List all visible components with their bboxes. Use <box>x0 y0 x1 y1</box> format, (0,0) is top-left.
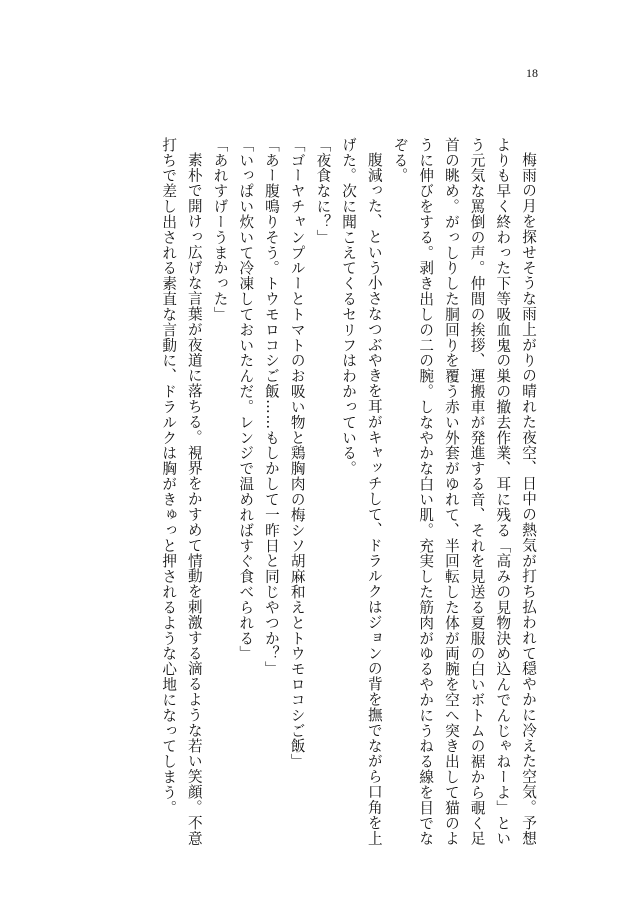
text-line: 首の眺め。がっしりした胴回りを覆う赤い外套がゆれて、半回転した体が両腕を空へ突き出して猫のよ <box>442 137 460 847</box>
text-line: 「あれすげーうまかった」 <box>211 137 229 323</box>
text-line: 素朴で開けっ広げな言葉が夜道に落ちる。視界をかすめて情動を刺激する滴るような若い笑顔。不意 <box>185 151 203 846</box>
body-text <box>155 137 541 847</box>
text-line: う元気な罵倒の声。仲間の挨拶、運搬車が発進する音、それを見送る夏服の白いボトムの裾から覗く足 <box>468 137 486 847</box>
text-line: よりも早く終わった下等吸血鬼の巣の撤去作業、耳に残る「高みの見物決め込んでんじゃねーよ」とい <box>494 137 512 847</box>
text-line: げた。次に聞こえてくるセリフはわかっている。 <box>340 137 358 477</box>
text-line: 「夜食なに？」 <box>314 137 332 245</box>
text-line: ぞる。 <box>391 137 409 184</box>
text-line: 腹減った、という小さなつぶやきを耳がキャッチして、ドラルクはジョンの背を撫でながら口角を上 <box>365 151 383 846</box>
text-line: 打ちで差し出される素直な言動に、ドラルクは胸がきゅっと押されるような心地になってしまう。 <box>160 137 178 816</box>
page-number: 18 <box>526 66 538 80</box>
text-line: 「ゴーヤチャンプルーとトマトのお吸い物と鶏胸肉の梅シソ胡麻和えとトウモロコシご飯」 <box>288 137 306 770</box>
text-line: 「あー腹鳴りそう。トウモロコシご飯……もしかして一昨日と同じやつか？」 <box>262 137 280 677</box>
text-line: うに伸びをする。剥き出しの二の腕。しなやかな白い肌。充実した筋肉がゆるやかにうねる線を目でな <box>417 137 435 847</box>
text-line: 「いっぱい炊いて冷凍しておいたんだ。レンジで温めればすぐ食べられる」 <box>237 137 255 662</box>
text-line: 梅雨の月を探せそうな雨上がりの晴れた夜空、日中の熱気が打ち払われて穏やかに冷えた空気。予想 <box>520 151 537 846</box>
